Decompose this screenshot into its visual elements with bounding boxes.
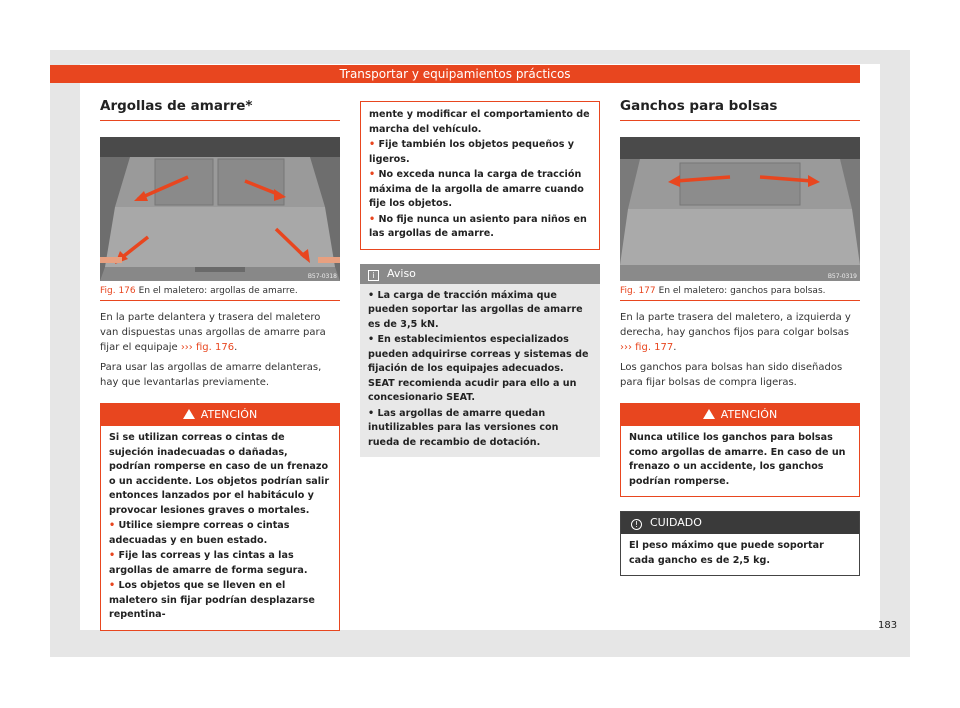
- paragraph-text: En la parte delantera y trasera del maletero van dispuestas unas argollas de amarre para fijar el equipaje: [100, 312, 326, 353]
- paragraph-text-end: .: [234, 342, 238, 353]
- warning-item-text: Los objetos que se lleven en el maletero sin fijar podrían desplazarse repentina-: [109, 580, 315, 620]
- warning-triangle-icon: [183, 409, 195, 419]
- body-paragraph-2: Para usar las argollas de amarre delanteras, hay que levantarlas previamente.: [100, 362, 322, 388]
- warning-item-text: Fije las correas y las cintas a las argollas de amarre de forma segura.: [109, 550, 308, 576]
- warning-body-continued: [361, 102, 599, 249]
- warning-item: [369, 213, 591, 242]
- bullet-icon: •: [369, 213, 379, 225]
- aviso-title: Aviso: [387, 266, 416, 280]
- warning-box: [100, 403, 340, 631]
- page-number: 183: [878, 620, 898, 631]
- bullet-icon: •: [109, 580, 119, 591]
- figure-caption-text: En el maletero: argollas de amarre.: [138, 286, 298, 296]
- column-left: [100, 98, 340, 631]
- figure-caption: [620, 281, 860, 301]
- warning-box-continued: [360, 101, 600, 250]
- column-middle: [360, 101, 600, 457]
- bullet-icon: •: [368, 289, 378, 301]
- figure-reference-link[interactable]: ››› fig. 177: [620, 342, 674, 353]
- warning-body: Nunca utilice los ganchos para bolsas como argollas de amarre. En caso de un frenazo o un accidente, los ganchos podrían romperse.: [629, 432, 846, 487]
- trunk-hooks-illustration: [620, 137, 860, 281]
- body-paragraph: [620, 310, 860, 355]
- warning-triangle-icon: [703, 409, 715, 419]
- paragraph-text-end: .: [673, 342, 677, 353]
- section-title-argollas: Argollas de amarre*: [100, 98, 340, 121]
- column-right: [620, 98, 860, 576]
- aviso-body: [360, 284, 600, 458]
- warning-box: [620, 403, 860, 497]
- figure-caption: [100, 281, 340, 301]
- warning-title: ATENCIÓN: [200, 408, 258, 421]
- info-icon: i: [368, 270, 379, 281]
- warning-item-text: Fije también los objetos pequeños y ligeros.: [369, 139, 575, 165]
- cuidado-header: [621, 512, 859, 534]
- aviso-item-text: Las argollas de amarre quedan inutilizables para las versiones con rueda de recambio de dotación.: [368, 407, 559, 448]
- body-paragraph: [100, 310, 340, 355]
- warning-intro: mente y modificar el comportamiento de marcha del vehículo.: [369, 109, 590, 135]
- warning-item: [369, 168, 591, 212]
- bullet-icon: •: [368, 334, 378, 345]
- warning-item: [109, 549, 331, 578]
- figure-176-trunk-image: [100, 137, 340, 281]
- figure-code: B57-0318: [307, 273, 337, 280]
- body-paragraph-2: Los ganchos para bolsas han sido diseñados para fijar bolsas de compra ligeras.: [620, 362, 843, 388]
- paragraph-text: En la parte trasera del maletero, a izquierda y derecha, hay ganchos fijos para colgar bolsas: [620, 312, 851, 338]
- bullet-icon: •: [369, 169, 379, 180]
- bullet-icon: •: [109, 550, 119, 561]
- warning-item: [109, 579, 331, 623]
- aviso-header: [360, 264, 600, 284]
- exclamation-circle-icon: !: [631, 519, 642, 530]
- warning-item: [109, 519, 331, 548]
- section-title-ganchos: Ganchos para bolsas: [620, 98, 860, 121]
- figure-label: Fig. 176: [100, 286, 136, 296]
- warning-item-text: No fije nunca un asiento para niños en las argollas de amarre.: [369, 213, 587, 239]
- aviso-item: [368, 333, 592, 406]
- chapter-header: Transportar y equipamientos prácticos: [50, 65, 860, 83]
- warning-item: [369, 138, 591, 167]
- figure-caption-text: En el maletero: ganchos para bolsas.: [658, 286, 826, 296]
- cuidado-title: CUIDADO: [650, 516, 702, 529]
- warning-header: [621, 404, 859, 426]
- cuidado-box: [620, 511, 860, 576]
- aviso-box: [360, 264, 600, 458]
- aviso-item: [368, 407, 592, 451]
- warning-item-text: Utilice siempre correas o cintas adecuadas y en buen estado.: [109, 520, 290, 546]
- figure-177-trunk-image: [620, 137, 860, 281]
- bullet-icon: •: [369, 139, 379, 150]
- bullet-icon: •: [109, 520, 119, 531]
- aviso-item: [368, 289, 592, 333]
- warning-body: [101, 426, 339, 630]
- figure-code: B57-0319: [827, 273, 857, 280]
- aviso-item-text: La carga de tracción máxima que pueden soportar las argollas de amarre es de 3,5 kN.: [368, 289, 583, 330]
- warning-header: [101, 404, 339, 426]
- warning-title: ATENCIÓN: [720, 408, 778, 421]
- warning-item-text: No exceda nunca la carga de tracción máxima de la argolla de amarre cuando fije los objetos.: [369, 169, 584, 209]
- cuidado-body: El peso máximo que puede soportar cada gancho es de 2,5 kg.: [629, 540, 824, 566]
- figure-reference-link[interactable]: ››› fig. 176: [180, 342, 235, 353]
- bullet-icon: •: [368, 407, 378, 419]
- trunk-illustration: [100, 137, 340, 281]
- warning-intro: Si se utilizan correas o cintas de sujeción inadecuadas o dañadas, podrían romperse en caso de un frenazo o un accidente. Los objetos podrían salir entonces lanzados por el habitáculo y provocar lesiones graves o mortales.: [109, 432, 330, 516]
- figure-label: Fig. 177: [620, 286, 656, 296]
- aviso-item-text: En establecimientos especializados pueden adquirirse correas y sistemas de fijación de los equipajes adecuados. SEAT recomienda acudir para ello a un concesionario SEAT.: [368, 334, 589, 403]
